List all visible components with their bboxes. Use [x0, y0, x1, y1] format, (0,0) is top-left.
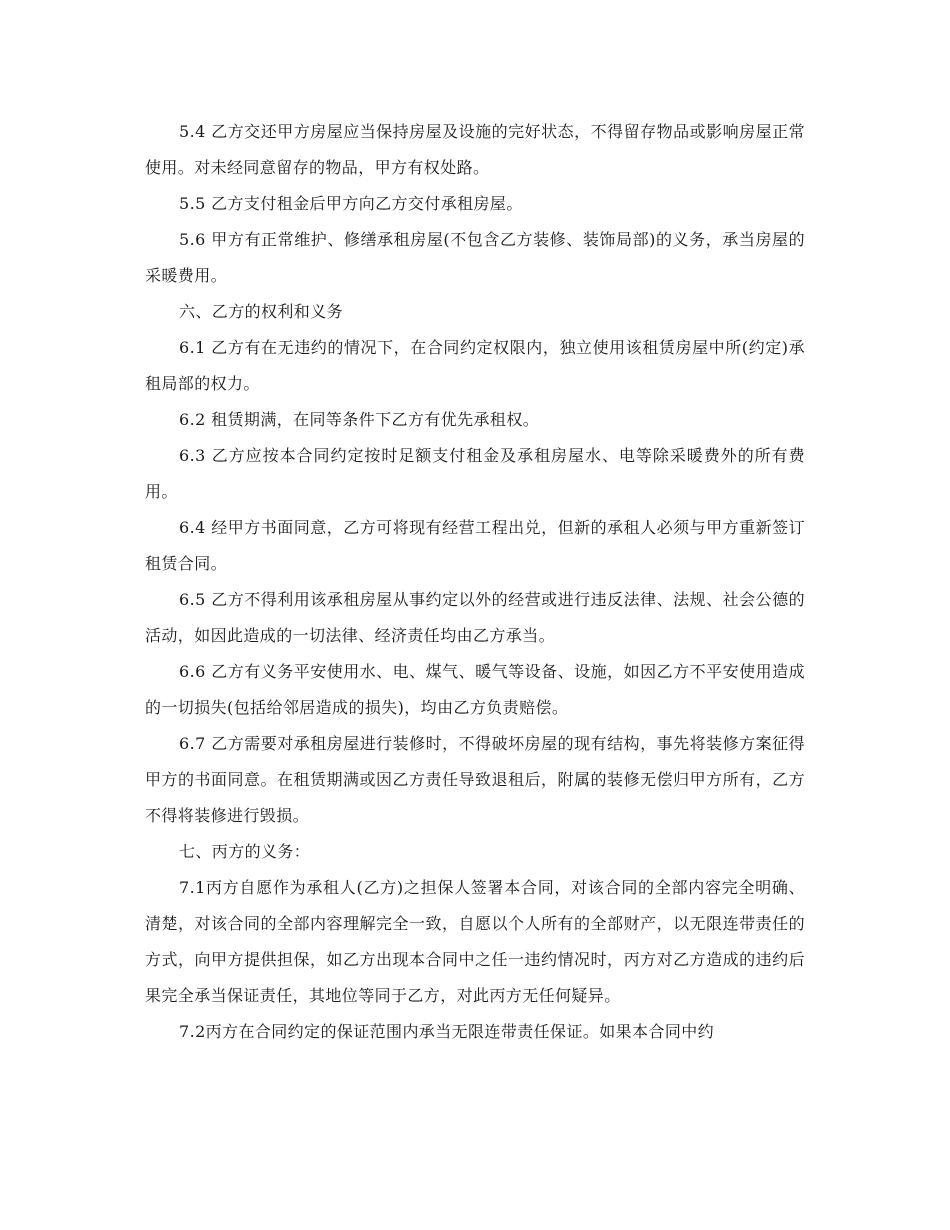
section-heading-7: 七、丙方的义务：: [179, 842, 311, 861]
document-page: [145, 114, 805, 1050]
clause-6-5: 6.5 乙方不得利用该承租房屋从事约定以外的经营或进行违反法律、法规、社会公德的活动，如因此造成的一切法律、经济责任均由乙方承当。: [145, 590, 805, 645]
clause-6-1: 6.1 乙方有在无违约的情况下，在合同约定权限内，独立使用该租赁房屋中所(约定)承租局部的权力。: [145, 338, 805, 393]
clause-5-6: 5.6 甲方有正常维护、修缮承租房屋(不包含乙方装修、装饰局部)的义务，承当房屋的采暖费用。: [145, 230, 805, 285]
clause-6-6: 6.6 乙方有义务平安使用水、电、煤气、暖气等设备、设施，如因乙方不平安使用造成的一切损失(包括给邻居造成的损失)，均由乙方负责赔偿。: [145, 662, 805, 717]
clause-7-1: 7.1丙方自愿作为承租人(乙方)之担保人签署本合同，对该合同的全部内容完全明确、清楚，对该合同的全部内容理解完全一致，自愿以个人所有的全部财产，以无限连带责任的方式，向甲方提供担保，如乙方出现本合同中之任一违约情况时，丙方对乙方造成的违约后果完全承当保证责任，其地位等同于乙方，对此丙方无任何疑异。: [145, 878, 805, 1005]
clause-5-4: 5.4 乙方交还甲方房屋应当保持房屋及设施的完好状态，不得留存物品或影响房屋正常使用。对未经同意留存的物品，甲方有权处路。: [145, 122, 805, 177]
clause-5-5: 5.5 乙方支付租金后甲方向乙方交付承租房屋。: [179, 194, 523, 213]
clause-6-7: 6.7 乙方需要对承租房屋进行装修时，不得破坏房屋的现有结构，事先将装修方案征得甲方的书面同意。在租赁期满或因乙方责任导致退租后，附属的装修无偿归甲方所有，乙方不得将装修进行毁损。: [145, 734, 805, 825]
clause-6-2: 6.2 租赁期满，在同等条件下乙方有优先承租权。: [179, 410, 540, 429]
clause-6-3: 6.3 乙方应按本合同约定按时足额支付租金及承租房屋水、电等除采暖费外的所有费用。: [145, 446, 805, 501]
clause-7-2: 7.2丙方在合同约定的保证范围内承当无限连带责任保证。如果本合同中约: [179, 1022, 715, 1041]
section-heading-6: 六、乙方的权利和义务: [179, 302, 344, 321]
clause-6-4: 6.4 经甲方书面同意，乙方可将现有经营工程出兑，但新的承租人必须与甲方重新签订租赁合同。: [145, 518, 805, 573]
